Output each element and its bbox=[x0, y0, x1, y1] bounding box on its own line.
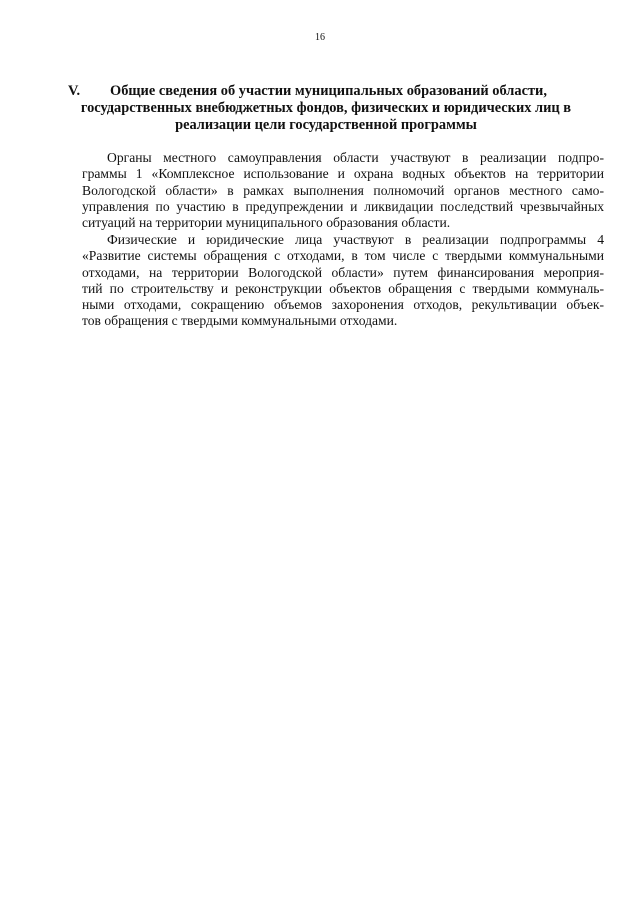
paragraph-line: тов обращения с твердыми коммунальными отходами. bbox=[82, 313, 398, 329]
paragraph-municipal bbox=[82, 150, 604, 231]
paragraph-line: Физические и юридические лица участвуют в реализации подпрограммы 4 bbox=[107, 232, 604, 247]
section-heading-line-1 bbox=[60, 83, 592, 100]
paragraph-line: ными отходами, сокращению объемов захоронения отходов, рекультивации объек- bbox=[82, 297, 604, 313]
section-heading-line-2: государственных внебюджетных фондов, физических и юридических лиц в bbox=[80, 100, 572, 116]
paragraph-line: Вологодской области» в рамках выполнения полномочий органов местного само- bbox=[82, 182, 604, 198]
paragraph-line: отходами, на территории Вологодской области» путем финансирования мероприя- bbox=[82, 264, 604, 280]
section-number: V. bbox=[68, 83, 81, 99]
paragraph-line: тий по строительству и реконструкции объектов обращения с твердыми коммуналь- bbox=[82, 280, 604, 296]
section-title-part-1: Общие сведения об участии муниципальных образований области, bbox=[110, 83, 547, 99]
paragraph-line: управления по участию в предупреждении и ликвидации последствий чрезвычайных bbox=[82, 198, 604, 214]
paragraph-line: ситуаций на территории муниципального образования области. bbox=[82, 215, 451, 231]
paragraph-individuals bbox=[82, 232, 604, 330]
paragraph-line: Органы местного самоуправления области участвуют в реализации подпро- bbox=[107, 150, 604, 165]
page-number: 16 bbox=[315, 32, 325, 43]
section-heading bbox=[60, 83, 592, 134]
section-heading-line-3: реализации цели государственной программы bbox=[175, 117, 477, 133]
paragraph-line: граммы 1 «Комплексное использование и охрана водных объектов на территории bbox=[82, 166, 604, 182]
paragraph-line: «Развитие системы обращения с отходами, в том числе с твердыми коммунальными bbox=[82, 248, 604, 264]
